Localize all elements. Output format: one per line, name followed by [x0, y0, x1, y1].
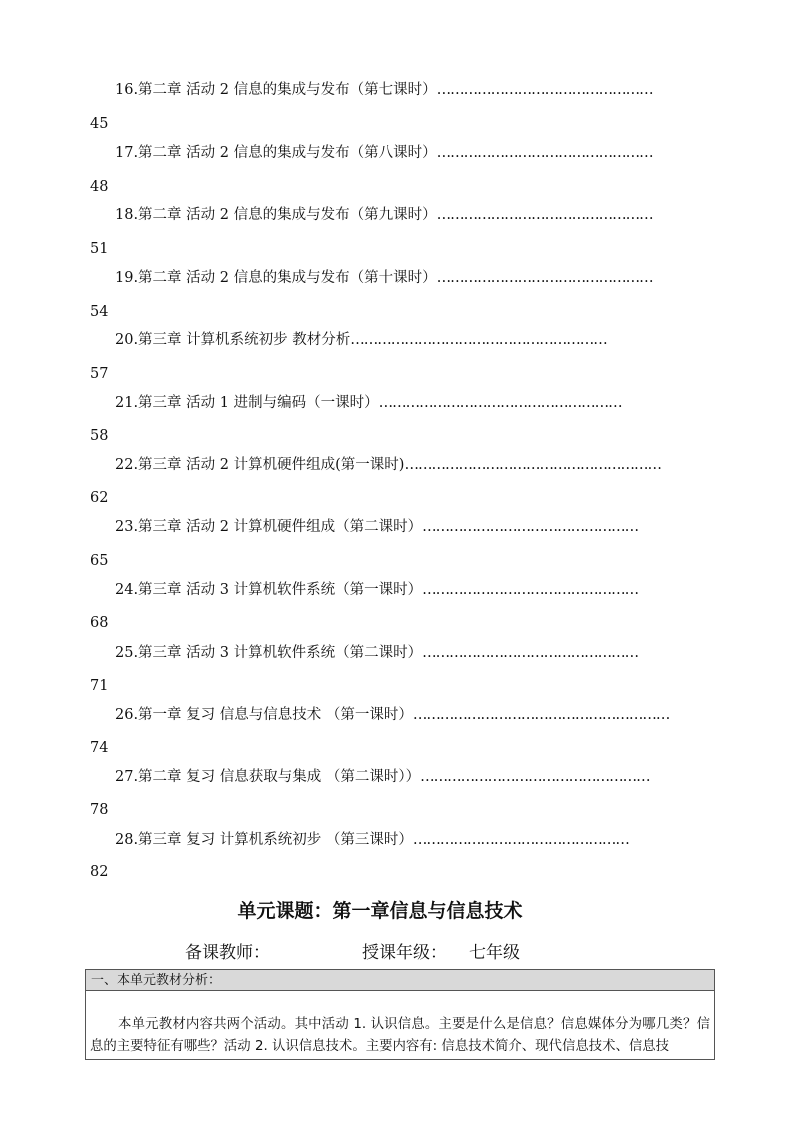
- toc-entry-text: 20.第三章 计算机系统初步 教材分析: [115, 332, 351, 348]
- toc-entry: [115, 393, 622, 413]
- toc-page-number: 68: [90, 615, 109, 631]
- teacher-label: 备课教师：: [185, 943, 270, 963]
- toc-leader-dots: …………………………………………: [436, 82, 653, 98]
- toc-entry-text: 28.第三章 复习 计算机系统初步 （第三课时）: [115, 832, 413, 848]
- toc-leader-dots: …………………………………………: [422, 582, 639, 598]
- toc-entry-text: 22.第三章 活动 2 计算机硬件组成(第一课时): [115, 457, 405, 473]
- toc-entry: [115, 643, 638, 663]
- grade-value: 七年级: [469, 943, 520, 963]
- toc-entry-text: 21.第三章 活动 1 进制与编码（一课时）: [115, 395, 379, 411]
- toc-leader-dots: …………………………………………: [436, 207, 653, 223]
- toc-entry: [115, 205, 653, 225]
- toc-entry-text: 16.第二章 活动 2 信息的集成与发布（第七课时）: [115, 82, 437, 98]
- toc-leader-dots: ………………………………………………: [378, 395, 622, 411]
- toc-entry: [115, 517, 638, 537]
- unit-title: 单元课题：第一章信息与信息技术: [237, 900, 523, 922]
- analysis-body: 本单元教材内容共两个活动。其中活动 1. 认识信息。主要是什么是信息？信息媒体分为哪几类？信息的主要特征有哪些？活动 2. 认识信息技术。主要内容有: 信息技术简介、现代信息技术、信息技: [90, 1017, 710, 1054]
- toc-page-number: 65: [90, 553, 109, 569]
- toc-leader-dots: …………………………………………: [436, 270, 653, 286]
- teacher-field: [185, 938, 270, 963]
- toc-entry-text: 27.第二章 复习 信息获取与集成 （第二课时））: [115, 769, 421, 785]
- toc-page-number: 71: [90, 678, 109, 694]
- toc-entry: [115, 80, 653, 100]
- toc-entry-text: 19.第二章 活动 2 信息的集成与发布（第十课时）: [115, 270, 437, 286]
- toc-entry-text: 26.第一章 复习 信息与信息技术 （第一课时）: [115, 707, 413, 723]
- toc-entry: [115, 268, 653, 288]
- grade-label: 授课年级：: [362, 943, 447, 963]
- toc-entry-text: 25.第三章 活动 3 计算机软件系统（第二课时）: [115, 645, 423, 661]
- toc-entry: [115, 580, 638, 600]
- toc-page-number: 54: [90, 304, 109, 320]
- toc-page-number: 45: [90, 116, 109, 132]
- toc-entry-text: 18.第二章 活动 2 信息的集成与发布（第九课时）: [115, 207, 437, 223]
- toc-leader-dots: ……………………………………………: [420, 769, 650, 785]
- toc-entry: [115, 455, 661, 475]
- toc-page-number: 48: [90, 179, 109, 195]
- toc-page-number: 78: [90, 802, 109, 818]
- toc-page-number: 58: [90, 428, 109, 444]
- toc-entry: [115, 330, 607, 350]
- analysis-table: [85, 969, 715, 1060]
- toc-leader-dots: …………………………………………: [436, 145, 653, 161]
- toc-entry: [115, 143, 653, 163]
- toc-page-number: 74: [90, 740, 109, 756]
- analysis-heading: 一、本单元教材分析：: [86, 970, 714, 991]
- toc-entry: [115, 705, 669, 725]
- toc-page-number: 51: [90, 241, 109, 257]
- toc-leader-dots: …………………………………………: [412, 832, 629, 848]
- toc-page-number: 82: [90, 864, 109, 880]
- toc-entry-text: 17.第二章 活动 2 信息的集成与发布（第八课时）: [115, 145, 437, 161]
- toc-leader-dots: …………………………………………: [422, 519, 639, 535]
- toc-leader-dots: …………………………………………………: [412, 707, 670, 723]
- toc-leader-dots: …………………………………………………: [350, 332, 607, 348]
- toc-entry: [115, 767, 650, 787]
- toc-leader-dots: …………………………………………………: [404, 457, 661, 473]
- toc-entry-text: 24.第三章 活动 3 计算机软件系统（第一课时）: [115, 582, 423, 598]
- toc-entry: [115, 830, 629, 850]
- toc-page-number: 62: [90, 490, 109, 506]
- toc-entry-text: 23.第三章 活动 2 计算机硬件组成（第二课时）: [115, 519, 423, 535]
- toc-leader-dots: …………………………………………: [422, 645, 639, 661]
- grade-field: [362, 938, 520, 963]
- toc-page-number: 57: [90, 366, 109, 382]
